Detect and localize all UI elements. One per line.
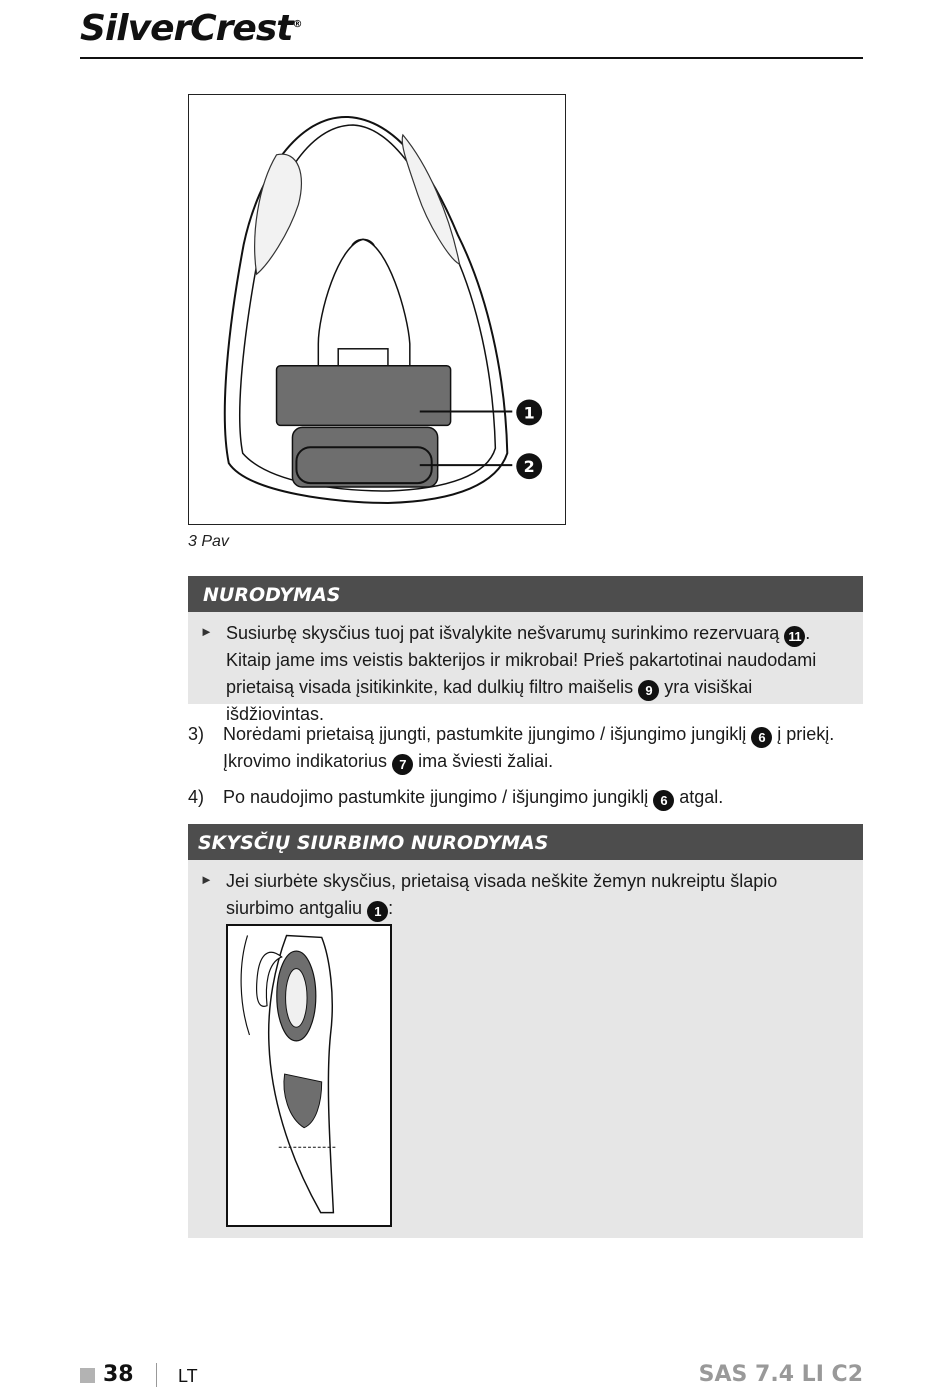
note-title: SKYSČIŲ SIURBIMO NURODYMAS [188,824,863,860]
note-text: Jei siurbėte skysčius, prietaisą visada neškite žemyn nukreiptu šlapio siurbimo antgaliu 1 : [226,868,847,922]
callout-1: 1 [523,403,535,423]
footer-divider [156,1363,157,1387]
model-name: SAS 7.4 LI C2 [698,1362,863,1387]
vacuum-illustration [189,95,565,524]
note-title: NURODYMAS [188,576,863,612]
step-text: Po naudojimo pastumkite įjungimo / išjungimo jungiklį 6 atgal. [223,784,868,811]
ref-badge: 9 [638,680,659,701]
hand-vacuum-illustration [228,926,390,1225]
note-box [188,576,863,724]
ref-badge: 6 [751,727,772,748]
step-text: Norėdami prietaisą įjungti, pastumkite įjungimo / išjungimo jungiklį 6 į priekį. Įkrovimo indikatorius 7 ima šviesti žaliai. [223,721,868,775]
brand-logo: SilverCrest® [80,8,302,49]
footer-square [80,1368,95,1383]
ref-badge: 1 [367,901,388,922]
note-text: Susiurbę skysčius tuoj pat išvalykite nešvarumų surinkimo rezervuarą 11 . Kitaip jame ims veistis bakterijos ir mikrobai! Prieš pakartotinai naudodami prietaisą visada įsitikinkite, kad dulkių filtro maišelis 9 yra visiškai išdžiovintas. [226,623,817,724]
triangle-right-icon: ► [200,872,213,887]
callout-2: 2 [523,457,535,477]
figure-carrying-vacuum [226,924,392,1227]
ref-badge: 7 [392,754,413,775]
ref-badge: 6 [653,790,674,811]
figure-vacuum-front [188,94,566,525]
ref-badge: 11 [784,626,805,647]
header-rule [80,57,863,59]
figure-caption: 3 Pav [188,533,229,550]
page-number: 38 [103,1362,134,1387]
triangle-right-icon: ► [200,624,213,639]
language-code: LT [178,1366,198,1386]
liquid-note-box [188,824,863,1238]
